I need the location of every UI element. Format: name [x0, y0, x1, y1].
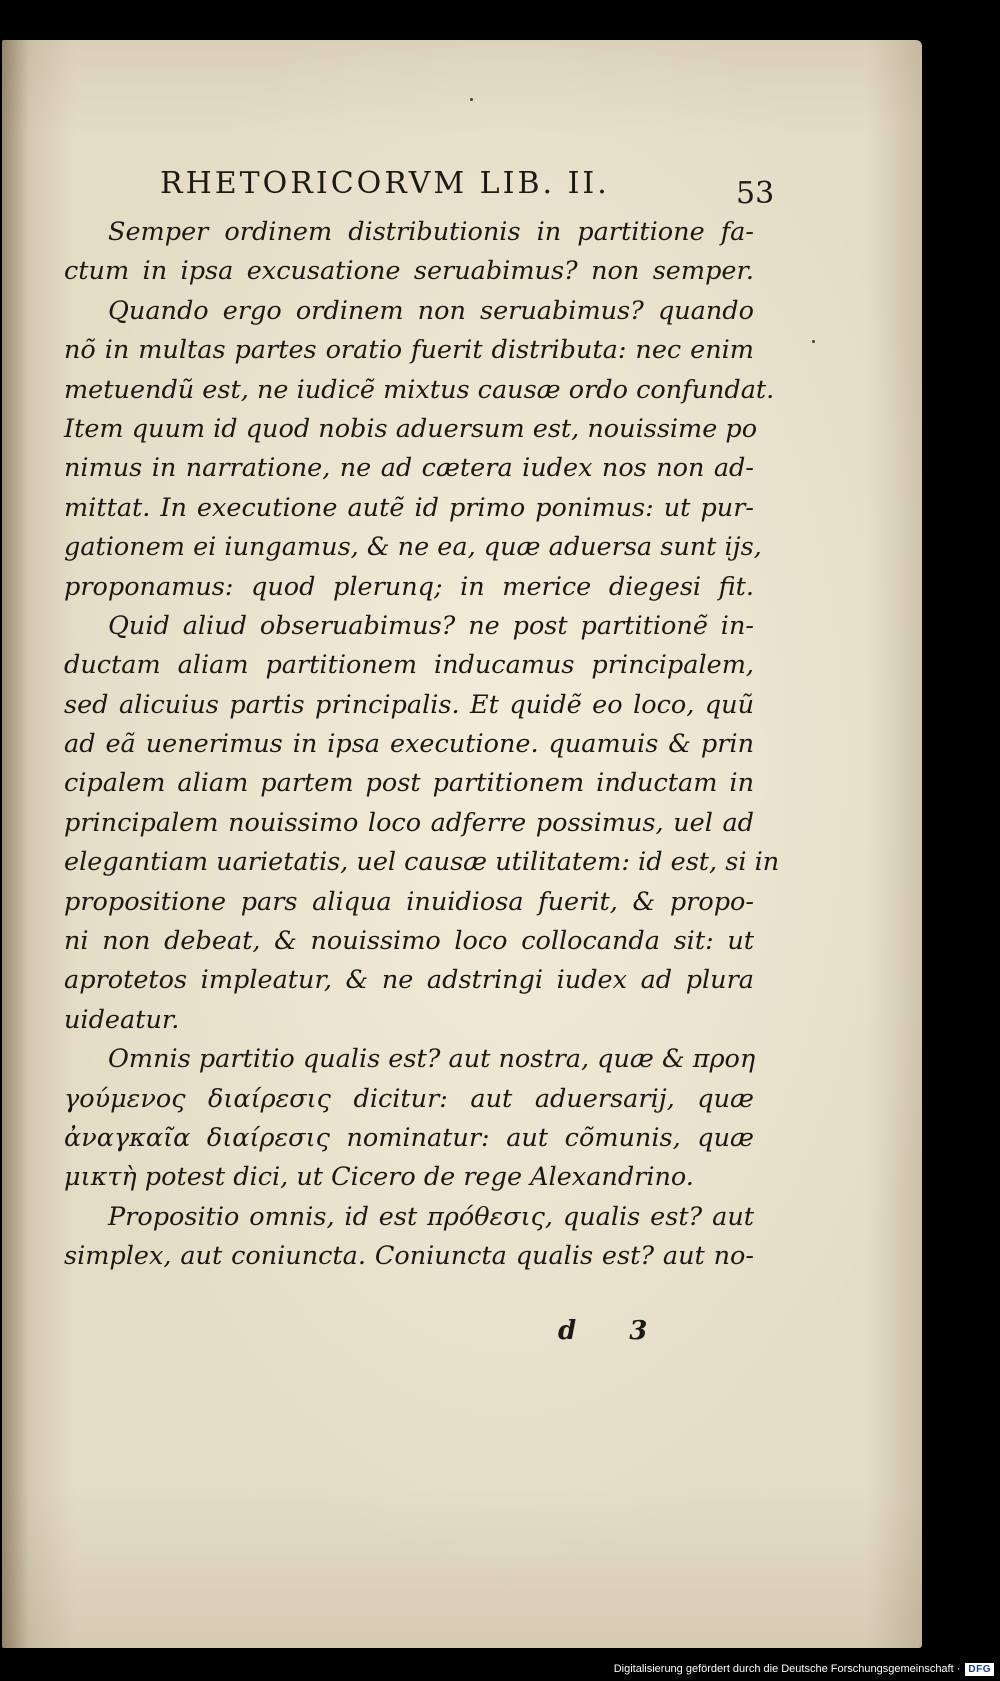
footer-credit: Digitalisierung gefördert durch die Deutsche Forschungsgemeinschaft ·: [613, 1663, 961, 1675]
text-line: ctum in ipsa excusatione seruabimus? non semper.: [64, 256, 754, 287]
text-line: μικτὴ potest dici, ut Cicero de rege Alexandrino.: [64, 1162, 694, 1193]
page-number: 53: [736, 176, 775, 211]
text-line: elegantiam uarietatis, uel causæ utilitatem: id est, si in: [64, 847, 780, 878]
running-header: RHETORICORVM LIB. II.: [160, 166, 610, 201]
text-line: propositione pars aliqua inuidiosa fuerit, & propo-: [64, 886, 754, 917]
book-page: [2, 40, 922, 1648]
text-line: sed alicuius partis principalis. Et quidẽ eo loco, quũ: [64, 689, 754, 720]
body-text: [64, 213, 780, 1277]
text-line: ἀναγκαῖα διαίρεσις nominatur: aut cõmunis, quæ: [64, 1122, 754, 1153]
text-line: nimus in narratione, ne ad cætera iudex nos non ad-: [64, 453, 754, 484]
text-line: mittat. In executione autẽ id primo ponimus: ut pur-: [64, 492, 754, 523]
text-line: proponamus: quod plerunq; in merice diegesi fit.: [64, 571, 754, 602]
text-line: nõ in multas partes oratio fuerit distributa: nec enim: [64, 335, 754, 366]
text-line: Semper ordinem distributionis in partitione fa-: [108, 217, 754, 247]
text-line: ad eã uenerimus in ipsa executione. quamuis & prin: [64, 729, 754, 760]
text-line: aprotetos impleatur, & ne adstringi iudex ad plura: [64, 965, 754, 996]
text-line: cipalem aliam partem post partitionem inductam in: [64, 768, 754, 799]
text-line: γούμενος διαίρεσις dicitur: aut aduersarij, quæ: [64, 1083, 754, 1114]
text-line: metuendũ est, ne iudicẽ mixtus causæ ordo confundat.: [64, 374, 775, 405]
text-line: Omnis partitio qualis est? aut nostra, quæ & προη: [108, 1044, 756, 1075]
text-line: uideatur.: [64, 1004, 180, 1035]
text-line: Propositio omnis, id est πρόθεσις, qualis est? aut: [108, 1201, 754, 1232]
digitization-footer: [614, 1659, 994, 1679]
text-line: Quid aliud obseruabimus? ne post partitionẽ in-: [108, 610, 754, 641]
text-line: ni non debeat, & nouissimo loco collocanda sit: ut: [64, 926, 754, 957]
text-line: gationem ei iungamus, & ne ea, quæ aduersa sunt ijs,: [64, 532, 762, 563]
text-line: ductam aliam partitionem inducamus principalem,: [64, 650, 754, 681]
text-line: principalem nouissimo loco adferre possimus, uel ad: [64, 807, 754, 838]
text-line: simplex, aut coniuncta. Coniuncta qualis est? aut no-: [64, 1241, 754, 1272]
text-line: Quando ergo ordinem non seruabimus? quando: [108, 295, 754, 326]
paper-speck: [470, 98, 473, 101]
paper-speck: [812, 340, 815, 343]
dfg-logo: DFG: [965, 1663, 994, 1676]
text-line: Item quum id quod nobis aduersum est, nouissime po: [64, 413, 758, 444]
signature-mark: d 3: [558, 1316, 670, 1346]
